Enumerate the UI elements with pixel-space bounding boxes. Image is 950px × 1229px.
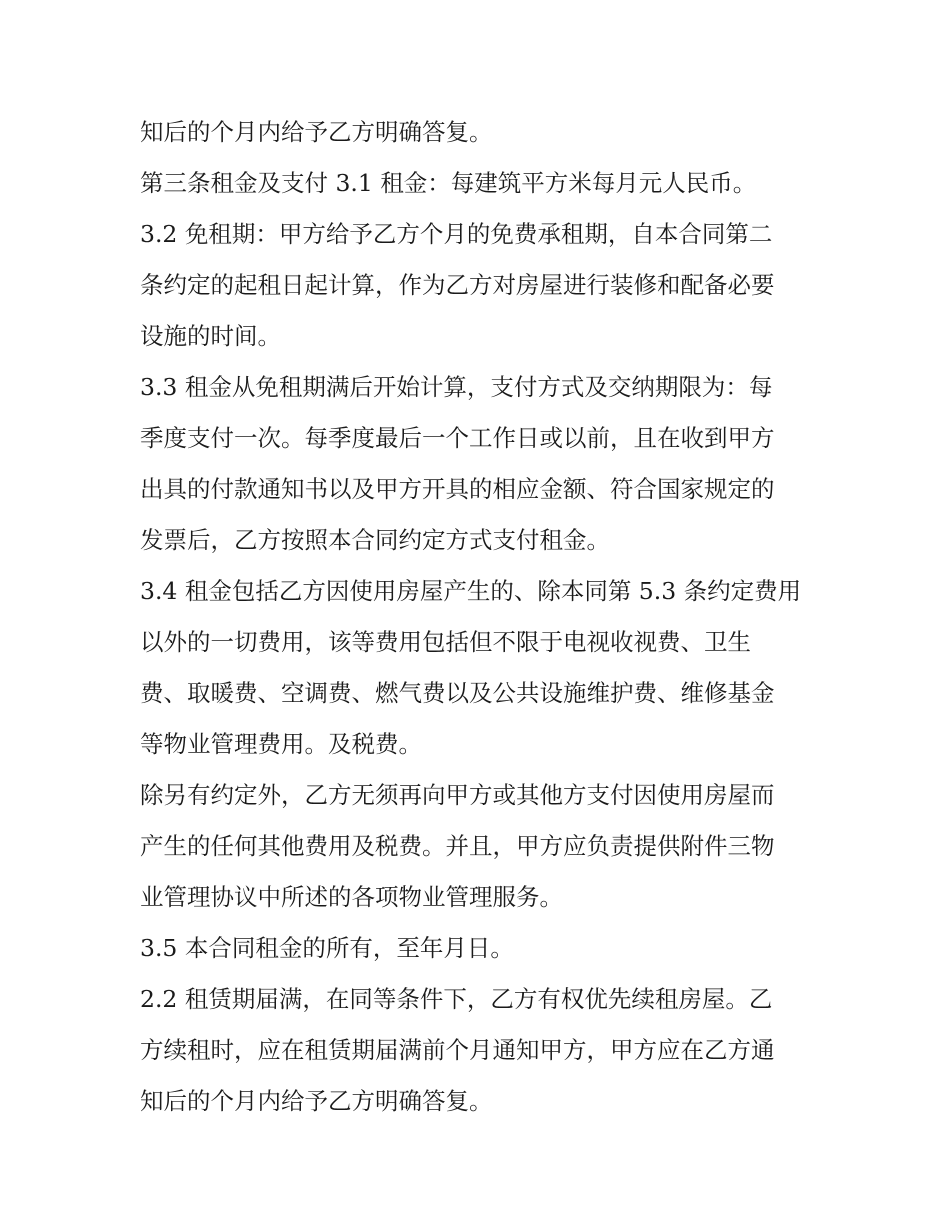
text-line: 业管理协议中所述的各项物业管理服务。 — [140, 883, 563, 911]
text-line: 季度支付一次。每季度最后一个工作日或以前，且在收到甲方 — [140, 424, 775, 452]
paragraph-3-4 — [140, 566, 820, 770]
paragraph-reply-1 — [140, 107, 820, 158]
text-line: 设施的时间。 — [140, 322, 281, 350]
text-line: 3.3 租金从免租期满后开始计算，支付方式及交纳期限为：每 — [140, 373, 773, 401]
paragraph-2-2 — [140, 974, 820, 1127]
text-line: 费、取暖费、空调费、燃气费以及公共设施维护费、维修基金 — [140, 679, 775, 707]
text-line: 第三条租金及支付 3.1 租金：每建筑平方米每月元人民币。 — [140, 169, 757, 197]
text-line: 以外的一切费用，该等费用包括但不限于电视收视费、卫生 — [140, 628, 751, 656]
text-line: 知后的个月内给予乙方明确答复。 — [140, 1087, 493, 1115]
text-line: 3.2 免租期：甲方给予乙方个月的免费承租期，自本合同第二 — [140, 220, 773, 248]
paragraph-exclusion — [140, 770, 820, 923]
text-line: 等物业管理费用。及税费。 — [140, 730, 422, 758]
text-line: 产生的任何其他费用及税费。并且，甲方应负责提供附件三物 — [140, 832, 775, 860]
document-body — [140, 107, 820, 1127]
paragraph-3-2 — [140, 209, 820, 362]
text-line: 2.2 租赁期届满，在同等条件下，乙方有权优先续租房屋。乙 — [140, 985, 773, 1013]
text-line: 知后的个月内给予乙方明确答复。 — [140, 118, 493, 146]
text-line: 3.5 本合同租金的所有，至年月日。 — [140, 934, 514, 962]
text-line: 发票后，乙方按照本合同约定方式支付租金。 — [140, 526, 610, 554]
text-line: 方续租时，应在租赁期届满前个月通知甲方，甲方应在乙方通 — [140, 1036, 775, 1064]
paragraph-3-5 — [140, 923, 820, 974]
text-line: 除另有约定外，乙方无须再向甲方或其他方支付因使用房屋而 — [140, 781, 775, 809]
text-line: 条约定的起租日起计算，作为乙方对房屋进行装修和配备必要 — [140, 271, 775, 299]
paragraph-article-3 — [140, 158, 820, 209]
paragraph-3-3 — [140, 362, 820, 566]
text-line: 3.4 租金包括乙方因使用房屋产生的、除本同第 5.3 条约定费用 — [140, 577, 802, 605]
text-line: 出具的付款通知书以及甲方开具的相应金额、符合国家规定的 — [140, 475, 775, 503]
